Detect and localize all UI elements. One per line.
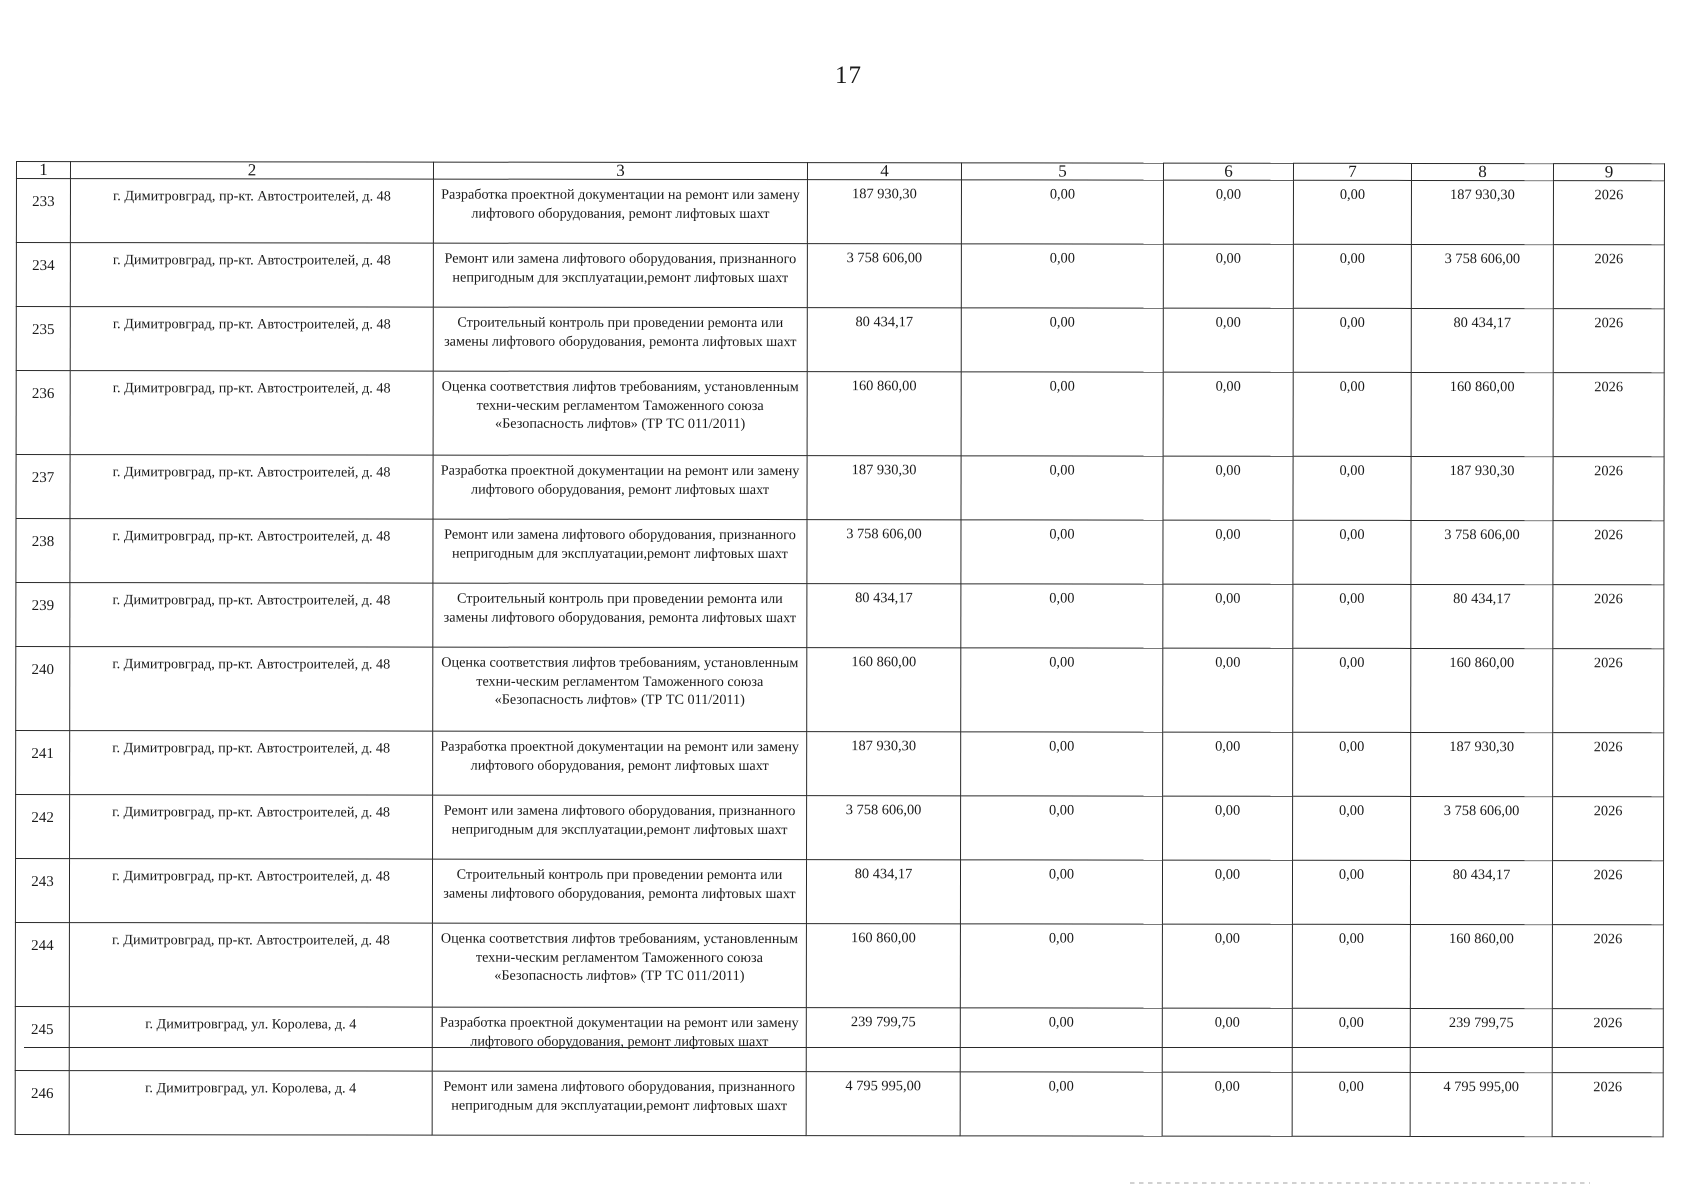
cell-col8-cost: 160 860,00 [1411, 372, 1553, 456]
bottom-rule [24, 1047, 1664, 1048]
cell-col8-cost: 160 860,00 [1411, 648, 1553, 732]
cell-col6: 0,00 [1162, 860, 1292, 924]
cell-work-type: Ремонт или замена лифтового оборудования, признанного непригодным для эксплуатации,ремонт лифтовых шахт [432, 1071, 806, 1136]
cell-number: 244 [15, 922, 69, 1006]
cell-col4-cost: 160 860,00 [806, 924, 960, 1008]
cell-col5: 0,00 [960, 1072, 1162, 1136]
table-row [15, 1006, 1663, 1072]
cell-address: г. Димитровград, пр-кт. Автостроителей, д. 48 [70, 731, 433, 796]
cell-col7: 0,00 [1293, 732, 1411, 796]
cell-work-type: Оценка соответствия лифтов требованиям, установленным техни-ческим регламентом Таможенного союза «Безопасность лифтов» (ТР ТС 011/2011) [433, 371, 807, 456]
cell-col7: 0,00 [1293, 180, 1411, 244]
cell-col7: 0,00 [1293, 520, 1411, 584]
table-row [16, 243, 1664, 309]
table-row [16, 583, 1664, 649]
cell-col6: 0,00 [1163, 372, 1293, 456]
table-row [15, 922, 1663, 1008]
cell-col5: 0,00 [960, 860, 1162, 924]
table-row [16, 795, 1664, 861]
table-row [16, 647, 1664, 733]
cell-year: 2026 [1553, 521, 1664, 585]
cell-year: 2026 [1552, 861, 1663, 925]
capital-repair-table [15, 161, 1665, 1137]
cell-number: 241 [16, 731, 70, 795]
cell-number: 237 [16, 455, 70, 519]
cell-col7: 0,00 [1293, 584, 1411, 648]
cell-work-type: Строительный контроль при проведении ремонта или замены лифтового оборудования, ремонта лифтовых шахт [433, 583, 807, 648]
cell-col5: 0,00 [961, 732, 1163, 796]
cell-col7: 0,00 [1292, 1072, 1410, 1136]
cell-col8-cost: 4 795 995,00 [1410, 1072, 1552, 1136]
cell-number: 235 [16, 307, 70, 371]
cell-number: 238 [16, 519, 70, 583]
cell-col4-cost: 160 860,00 [807, 372, 961, 456]
cell-work-type: Оценка соответствия лифтов требованиям, установленным техни-ческим регламентом Таможенного союза «Безопасность лифтов» (ТР ТС 011/2011) [433, 647, 807, 732]
cell-year: 2026 [1553, 797, 1664, 861]
cell-work-type: Разработка проектной документации на ремонт или замену лифтового оборудования, ремонт лифтовых шахт [432, 1007, 806, 1072]
scan-artifact-line [1130, 1182, 1590, 1184]
cell-number: 240 [16, 647, 70, 731]
cell-address: г. Димитровград, ул. Королева, д. 4 [69, 1071, 432, 1136]
cell-col5: 0,00 [960, 1008, 1162, 1072]
cell-number: 242 [16, 795, 70, 859]
cell-work-type: Ремонт или замена лифтового оборудования, признанного непригодным для эксплуатации,ремонт лифтовых шахт [433, 519, 807, 584]
cell-col7: 0,00 [1292, 860, 1410, 924]
cell-col6: 0,00 [1163, 648, 1293, 732]
cell-number: 243 [15, 859, 69, 923]
cell-address: г. Димитровград, пр-кт. Автостроителей, д. 48 [70, 371, 433, 456]
cell-col8-cost: 187 930,30 [1411, 456, 1553, 520]
cell-address: г. Димитровград, пр-кт. Автостроителей, д. 48 [70, 243, 433, 308]
column-header-6: 6 [1163, 163, 1293, 180]
cell-col7: 0,00 [1293, 308, 1411, 372]
cell-year: 2026 [1553, 373, 1664, 457]
cell-address: г. Димитровград, пр-кт. Автостроителей, д. 48 [70, 179, 433, 244]
cell-col4-cost: 160 860,00 [807, 648, 961, 732]
cell-col4-cost: 3 758 606,00 [807, 796, 961, 860]
cell-year: 2026 [1553, 181, 1664, 245]
table-row [16, 179, 1664, 245]
cell-year: 2026 [1553, 733, 1664, 797]
column-header-3: 3 [433, 162, 807, 180]
cell-work-type: Строительный контроль при проведении ремонта или замены лифтового оборудования, ремонта лифтовых шахт [433, 307, 807, 372]
cell-work-type: Ремонт или замена лифтового оборудования, признанного непригодным для эксплуатации,ремонт лифтовых шахт [433, 243, 807, 308]
cell-col7: 0,00 [1292, 924, 1410, 1008]
cell-col6: 0,00 [1163, 796, 1293, 860]
cell-col6: 0,00 [1163, 244, 1293, 308]
cell-address: г. Димитровград, пр-кт. Автостроителей, д. 48 [70, 583, 433, 648]
cell-col4-cost: 80 434,17 [806, 860, 960, 924]
column-header-4: 4 [807, 163, 961, 180]
column-header-7: 7 [1293, 163, 1411, 180]
cell-col5: 0,00 [961, 372, 1163, 456]
column-header-9: 9 [1553, 164, 1664, 181]
cell-work-type: Разработка проектной документации на ремонт или замену лифтового оборудования, ремонт лифтовых шахт [433, 179, 807, 244]
cell-year: 2026 [1553, 585, 1664, 649]
table-body [15, 179, 1664, 1137]
cell-number: 236 [16, 371, 70, 455]
cell-col5: 0,00 [961, 180, 1163, 244]
page-number: 17 [835, 62, 862, 89]
cell-col7: 0,00 [1293, 648, 1411, 732]
cell-col7: 0,00 [1293, 372, 1411, 456]
table-row [16, 307, 1664, 373]
table-row [15, 1070, 1663, 1136]
cell-address: г. Димитровград, ул. Королева, д. 4 [69, 1007, 432, 1072]
cell-year: 2026 [1552, 925, 1663, 1009]
cell-work-type: Разработка проектной документации на ремонт или замену лифтового оборудования, ремонт лифтовых шахт [433, 731, 807, 796]
cell-address: г. Димитровград, пр-кт. Автостроителей, д. 48 [69, 923, 432, 1008]
cell-col6: 0,00 [1163, 520, 1293, 584]
cell-col8-cost: 3 758 606,00 [1411, 796, 1553, 860]
cell-number: 233 [16, 179, 70, 243]
cell-number: 234 [16, 243, 70, 307]
cell-work-type: Ремонт или замена лифтового оборудования, признанного непригодным для эксплуатации,ремонт лифтовых шахт [433, 795, 807, 860]
cell-col8-cost: 80 434,17 [1411, 308, 1553, 372]
column-header-5: 5 [961, 163, 1163, 180]
cell-col5: 0,00 [961, 308, 1163, 372]
cell-number: 246 [15, 1070, 69, 1134]
cell-address: г. Димитровград, пр-кт. Автостроителей, д. 48 [70, 455, 433, 520]
cell-year: 2026 [1553, 309, 1664, 373]
cell-col7: 0,00 [1292, 1008, 1410, 1072]
cell-address: г. Димитровград, пр-кт. Автостроителей, д. 48 [70, 795, 433, 860]
cell-col4-cost: 239 799,75 [806, 1008, 960, 1072]
cell-col4-cost: 3 758 606,00 [807, 520, 961, 584]
cell-col6: 0,00 [1162, 1008, 1292, 1072]
cell-col6: 0,00 [1162, 924, 1292, 1008]
cell-work-type: Оценка соответствия лифтов требованиям, установленным техни-ческим регламентом Таможенного союза «Безопасность лифтов» (ТР ТС 011/2011) [432, 923, 806, 1008]
cell-col5: 0,00 [961, 456, 1163, 520]
cell-col8-cost: 187 930,30 [1411, 732, 1553, 796]
cell-number: 239 [16, 583, 70, 647]
table-row [16, 371, 1664, 457]
table-row [16, 519, 1664, 585]
table-row [16, 731, 1664, 797]
cell-year: 2026 [1552, 1009, 1663, 1073]
cell-col4-cost: 80 434,17 [807, 308, 961, 372]
cell-col4-cost: 187 930,30 [807, 456, 961, 520]
cell-year: 2026 [1553, 245, 1664, 309]
cell-col5: 0,00 [961, 244, 1163, 308]
cell-col6: 0,00 [1163, 308, 1293, 372]
cell-col6: 0,00 [1163, 456, 1293, 520]
cell-col6: 0,00 [1162, 1072, 1292, 1136]
cell-col7: 0,00 [1293, 244, 1411, 308]
cell-col7: 0,00 [1293, 456, 1411, 520]
cell-col6: 0,00 [1163, 584, 1293, 648]
cell-col4-cost: 187 930,30 [807, 180, 961, 244]
cell-year: 2026 [1553, 649, 1664, 733]
cell-address: г. Димитровград, пр-кт. Автостроителей, д. 48 [70, 519, 433, 584]
cell-year: 2026 [1552, 1073, 1663, 1137]
cell-col8-cost: 3 758 606,00 [1411, 520, 1553, 584]
cell-col5: 0,00 [961, 520, 1163, 584]
cell-col6: 0,00 [1163, 180, 1293, 244]
cell-col7: 0,00 [1293, 796, 1411, 860]
cell-work-type: Разработка проектной документации на ремонт или замену лифтового оборудования, ремонт лифтовых шахт [433, 455, 807, 520]
cell-col8-cost: 160 860,00 [1410, 924, 1552, 1008]
cell-col8-cost: 80 434,17 [1411, 584, 1553, 648]
column-header-1: 1 [16, 162, 70, 179]
cell-col4-cost: 4 795 995,00 [806, 1072, 960, 1136]
cell-col4-cost: 80 434,17 [807, 584, 961, 648]
cell-address: г. Димитровград, пр-кт. Автостроителей, д. 48 [69, 859, 432, 924]
cell-col4-cost: 3 758 606,00 [807, 244, 961, 308]
cell-year: 2026 [1553, 457, 1664, 521]
table-row [16, 455, 1664, 521]
cell-address: г. Димитровград, пр-кт. Автостроителей, д. 48 [70, 307, 433, 372]
cell-col5: 0,00 [960, 924, 1162, 1008]
cell-col8-cost: 239 799,75 [1410, 1008, 1552, 1072]
cell-col5: 0,00 [961, 584, 1163, 648]
column-header-8: 8 [1411, 163, 1553, 180]
cell-address: г. Димитровград, пр-кт. Автостроителей, д. 48 [70, 647, 433, 732]
table-row [15, 859, 1663, 925]
cell-col8-cost: 80 434,17 [1410, 860, 1552, 924]
cell-col5: 0,00 [961, 648, 1163, 732]
cell-col8-cost: 3 758 606,00 [1411, 244, 1553, 308]
cell-col6: 0,00 [1163, 732, 1293, 796]
cell-number: 245 [15, 1006, 69, 1070]
cell-col8-cost: 187 930,30 [1411, 180, 1553, 244]
cell-col4-cost: 187 930,30 [807, 732, 961, 796]
cell-work-type: Строительный контроль при проведении ремонта или замены лифтового оборудования, ремонта лифтовых шахт [432, 859, 806, 924]
cell-col5: 0,00 [961, 796, 1163, 860]
column-header-2: 2 [70, 162, 433, 180]
